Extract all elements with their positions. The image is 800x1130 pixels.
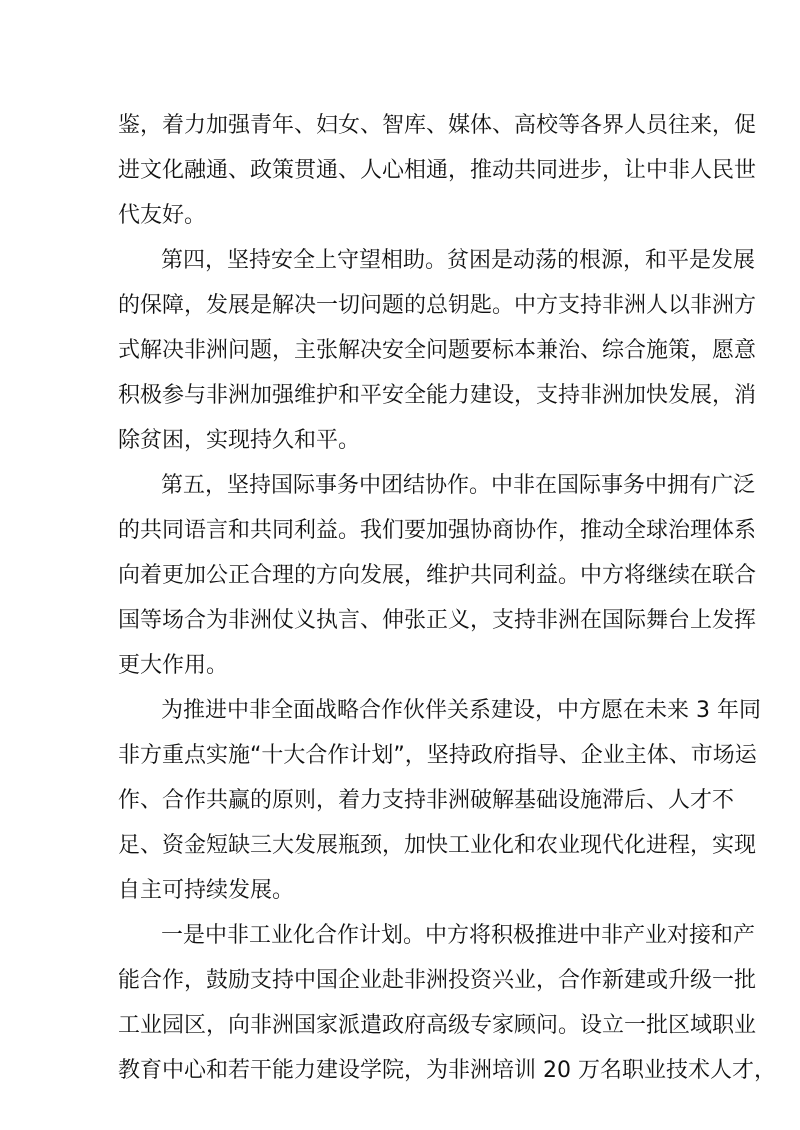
- text-line: 进文化融通、政策贯通、人心相通，推动共同进步，让中非人民世: [118, 158, 757, 183]
- text-line: 教育中心和若干能力建设学院，为非洲培训 20 万名职业技术人才，: [118, 1058, 776, 1083]
- text-line: 足、资金短缺三大发展瓶颈，加快工业化和农业现代化进程，实现: [118, 833, 757, 858]
- text-line: 式解决非洲问题，主张解决安全问题要标本兼治、综合施策，愿意: [118, 338, 757, 363]
- text-line: 代友好。: [118, 203, 207, 228]
- text-line: 作、合作共赢的原则，着力支持非洲破解基础设施滞后、人才不: [118, 788, 735, 813]
- text-line: 的共同语言和共同利益。我们要加强协商协作，推动全球治理体系: [118, 518, 757, 543]
- text-line: 鉴，着力加强青年、妇女、智库、媒体、高校等各界人员往来，促: [118, 113, 757, 138]
- paragraph-first-line: 为推进中非全面战略合作伙伴关系建设，中方愿在未来 3 年同: [161, 698, 761, 723]
- text-line: 更大作用。: [118, 653, 229, 678]
- text-line: 国等场合为非洲仗义执言、伸张正义，支持非洲在国际舞台上发挥: [118, 608, 757, 633]
- text-line: 向着更加公正合理的方向发展，维护共同利益。中方将继续在联合: [118, 563, 757, 588]
- text-line: 积极参与非洲加强维护和平安全能力建设，支持非洲加快发展，消: [118, 383, 757, 408]
- text-line: 非方重点实施“十大合作计划”，坚持政府指导、企业主体、市场运: [118, 743, 757, 768]
- paragraph-first-line: 第四，坚持安全上守望相助。贫困是动荡的根源，和平是发展: [161, 248, 756, 273]
- text-line: 除贫困，实现持久和平。: [118, 428, 361, 453]
- text-line: 能合作，鼓励支持中国企业赴非洲投资兴业，合作新建或升级一批: [118, 968, 757, 993]
- text-line: 的保障，发展是解决一切问题的总钥匙。中方支持非洲人以非洲方: [118, 293, 757, 318]
- paragraph-first-line: 一是中非工业化合作计划。中方将积极推进中非产业对接和产: [161, 923, 756, 948]
- text-line: 工业园区，向非洲国家派遣政府高级专家顾问。设立一批区域职业: [118, 1013, 757, 1038]
- paragraph-first-line: 第五，坚持国际事务中团结协作。中非在国际事务中拥有广泛: [161, 473, 756, 498]
- text-line: 自主可持续发展。: [118, 878, 295, 903]
